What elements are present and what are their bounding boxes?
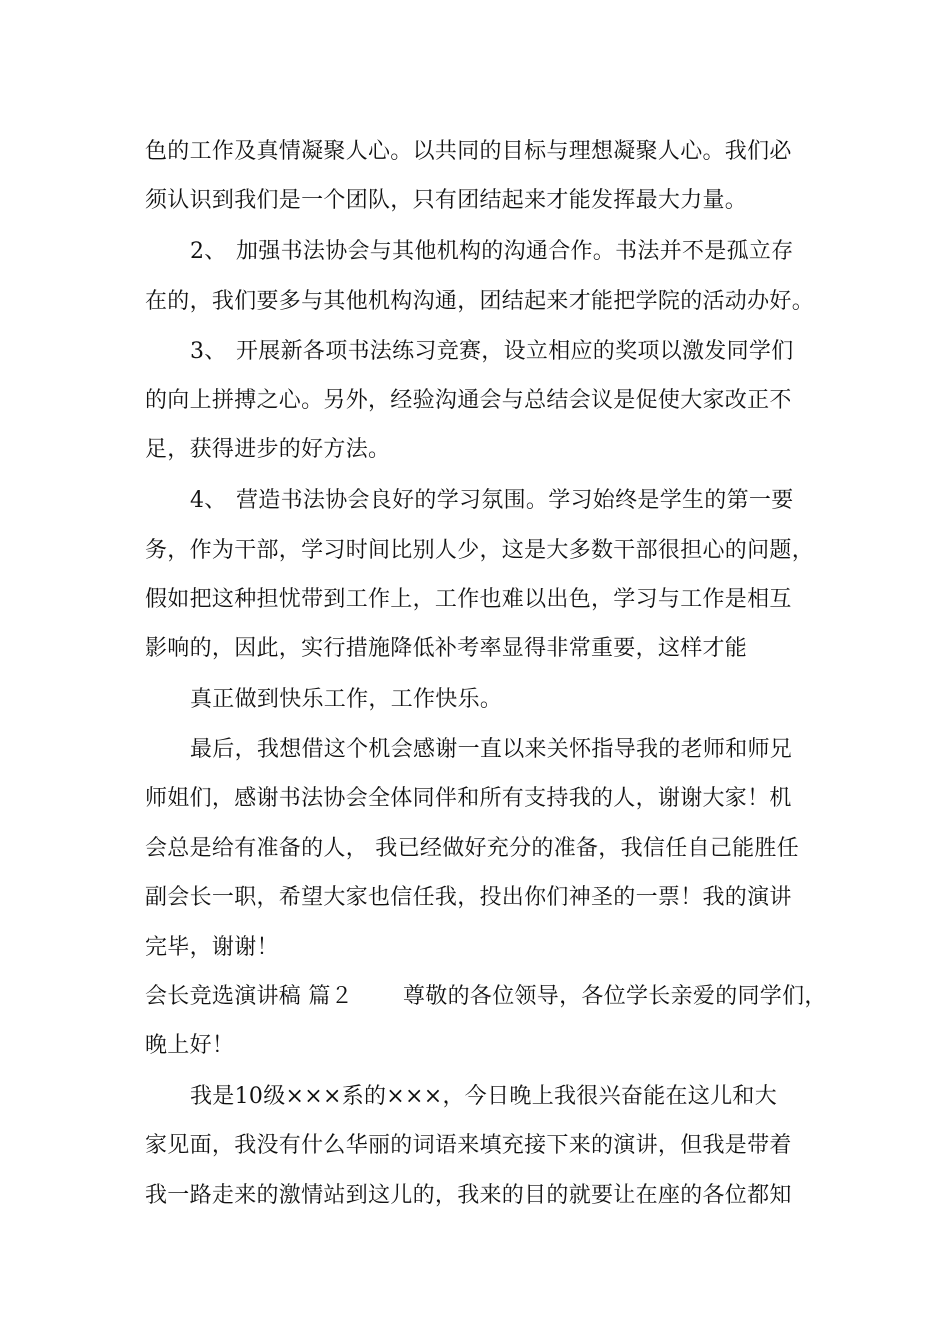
list-item-text: 开展新各项书法练习竞赛，设立相应的奖项以激发同学们 [236, 339, 794, 364]
text-line: 我一路走来的激情站到这儿的，我来的目的就要让在座的各位都知 [145, 1183, 792, 1208]
list-number: 3、 [190, 339, 227, 364]
text-line: 最后，我想借这个机会感谢一直以来关怀指导我的老师和师兄 [190, 737, 793, 762]
list-item [190, 237, 794, 267]
text-line: 须认识到我们是一个团队，只有团结起来才能发挥最大力量。 [145, 188, 748, 213]
list-item [190, 337, 794, 367]
text-line: 影响的，因此，实行措施降低补考率显得非常重要，这样才能 [145, 636, 748, 661]
salutation: 尊敬的各位领导，各位学长亲爱的同学们， [403, 984, 827, 1009]
list-item-text: 加强书法协会与其他机构的沟通合作。书法并不是孤立存 [236, 239, 794, 264]
text-line: 师姐们，感谢书法协会全体同伴和所有支持我的人，谢谢大家！机 [145, 786, 792, 811]
text-line: 假如把这种担忧带到工作上，工作也难以出色，学习与工作是相互 [145, 587, 792, 612]
list-number: 4、 [190, 488, 227, 513]
text-line: 会总是给有准备的人， 我已经做好充分的准备，我信任自己能胜任 [145, 836, 799, 861]
text-line: 副会长一职，希望大家也信任我，投出你们神圣的一票！我的演讲 [145, 885, 792, 910]
text-line: 完毕，谢谢！ [145, 935, 279, 960]
list-number: 2、 [190, 239, 227, 264]
text-line: 色的工作及真情凝聚人心。以共同的目标与理想凝聚人心。我们必 [145, 139, 792, 164]
section-heading-line [145, 982, 827, 1012]
list-item [190, 486, 794, 516]
text-line: 务，作为干部，学习时间比别人少，这是大多数干部很担心的问题， [145, 538, 815, 563]
text-line: 的向上拼搏之心。另外，经验沟通会与总结会议是促使大家改正不 [145, 388, 792, 413]
text-line: 晚上好！ [145, 1033, 235, 1058]
text-line: 真正做到快乐工作，工作快乐。 [190, 687, 503, 712]
section-heading: 会长竞选演讲稿 篇２ [145, 984, 353, 1009]
list-item-text: 营造书法协会良好的学习氛围。学习始终是学生的第一要 [236, 488, 794, 513]
text-line: 家见面，我没有什么华丽的词语来填充接下来的演讲，但我是带着 [145, 1133, 792, 1158]
text-line: 在的，我们要多与其他机构沟通，团结起来才能把学院的活动办好。 [145, 289, 815, 314]
text-line: 足，获得进步的好方法。 [145, 437, 391, 462]
text-line: 我是10级×××系的×××，今日晚上我很兴奋能在这儿和大 [190, 1084, 777, 1109]
